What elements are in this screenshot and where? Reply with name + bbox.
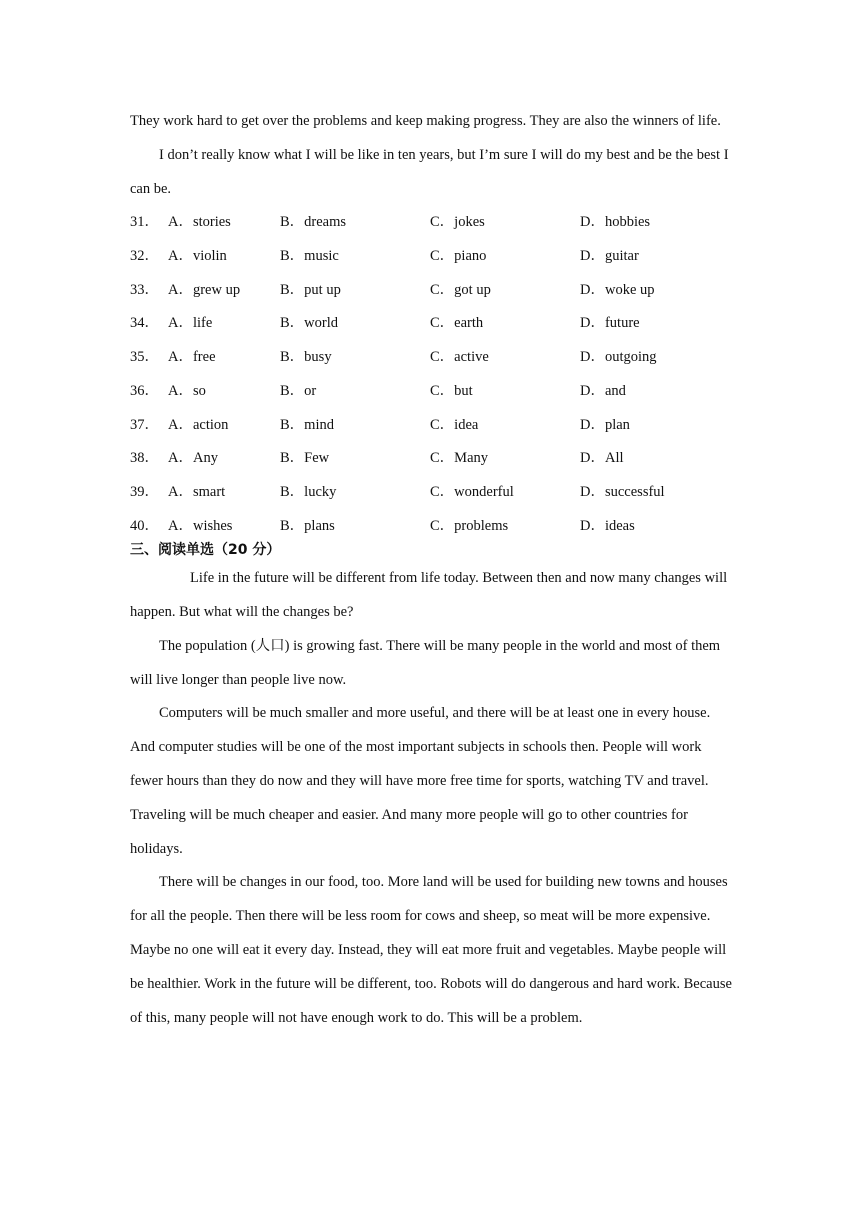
option-c: C．active [430, 349, 489, 366]
cloze-paragraph: I don’t really know what I will be like in ten years, but I’m sure I will do my best and be the best I can be. [130, 146, 729, 197]
option-b: B．or [280, 382, 317, 399]
option-row [130, 375, 734, 409]
options-list [130, 206, 734, 543]
option-row [130, 307, 734, 341]
reading-paragraph: There will be changes in our food, too. More land will be used for building new towns and houses for all the people. Then there will be less room for cows and sheep, so meat will be more expensive. Maybe no one will eat it every day. Instead, they will eat more fruit and vegetables. Maybe people will be healthier. Work in the future will be different, too. Robots will do dangerous and hard work. Because of this, many people will not have enough work to do. This will be a problem. [130, 874, 732, 1026]
option-d: D．hobbies [580, 214, 651, 231]
option-c: C．idea [430, 416, 479, 433]
question-number: 37． [130, 416, 159, 433]
section-title: 三、阅读单选（20 分） [130, 542, 281, 559]
option-d: D．successful [580, 483, 665, 500]
question-number: 34． [130, 315, 159, 332]
option-b: B．music [280, 248, 339, 265]
option-a: A．grew up [168, 281, 241, 298]
question-number: 33． [130, 281, 159, 298]
option-d: D．guitar [580, 248, 639, 265]
cloze-paragraph: They work hard to get over the problems and keep making progress. They are also the winners of life. [130, 113, 721, 129]
option-b: B．Few [280, 450, 330, 467]
question-number: 40． [130, 517, 159, 534]
option-row [130, 341, 734, 375]
option-row [130, 476, 734, 510]
option-a: A．violin [168, 248, 227, 265]
option-a: A．action [168, 416, 229, 433]
option-row [130, 274, 734, 308]
option-a: A．wishes [168, 517, 233, 534]
question-number: 36． [130, 382, 159, 399]
option-c: C．but [430, 382, 473, 399]
option-d: D．plan [580, 416, 630, 433]
reading-passage [130, 562, 734, 1035]
option-c: C．piano [430, 248, 487, 265]
option-c: C．got up [430, 281, 491, 298]
option-c: C．problems [430, 517, 509, 534]
reading-paragraph: Computers will be much smaller and more useful, and there will be at least one in every house. And computer studies will be one of the most important subjects in schools then. People will work fewer hours than they do now and they will have more free time for sports, watching TV and travel. Traveling will be much cheaper and easier. And many more people will go to other countries for holidays. [130, 705, 711, 857]
option-c: C．wonderful [430, 483, 514, 500]
question-number: 39． [130, 483, 159, 500]
option-row [130, 206, 734, 240]
option-b: B．dreams [280, 214, 347, 231]
option-a: A．smart [168, 483, 226, 500]
option-b: B．plans [280, 517, 335, 534]
option-d: D．outgoing [580, 349, 657, 366]
option-row [130, 442, 734, 476]
option-a: A．Any [168, 450, 218, 467]
option-b: B．mind [280, 416, 334, 433]
option-b: B．lucky [280, 483, 337, 500]
option-c: C．earth [430, 315, 484, 332]
option-row [130, 240, 734, 274]
option-b: B．put up [280, 281, 341, 298]
option-a: A．stories [168, 214, 231, 231]
option-d: D．woke up [580, 281, 655, 298]
option-c: C．Many [430, 450, 488, 467]
question-number: 35． [130, 349, 159, 366]
option-d: D．future [580, 315, 640, 332]
reading-paragraph: The population (人口) is growing fast. There will be many people in the world and most of them will live longer than people live now. [130, 637, 721, 688]
option-a: A．life [168, 315, 213, 332]
question-number: 38． [130, 450, 159, 467]
reading-paragraph: Life in the future will be different from life today. Between then and now many changes will happen. But what will the changes be? [130, 570, 728, 621]
question-number: 32． [130, 248, 159, 265]
option-a: A．free [168, 349, 216, 366]
question-number: 31． [130, 214, 159, 231]
option-c: C．jokes [430, 214, 485, 231]
option-d: D．All [580, 450, 624, 467]
option-d: D．ideas [580, 517, 635, 534]
option-row [130, 409, 734, 443]
option-d: D．and [580, 382, 626, 399]
option-b: B．world [280, 315, 338, 332]
option-a: A．so [168, 382, 206, 399]
document-page [130, 105, 734, 1035]
option-b: B．busy [280, 349, 332, 366]
